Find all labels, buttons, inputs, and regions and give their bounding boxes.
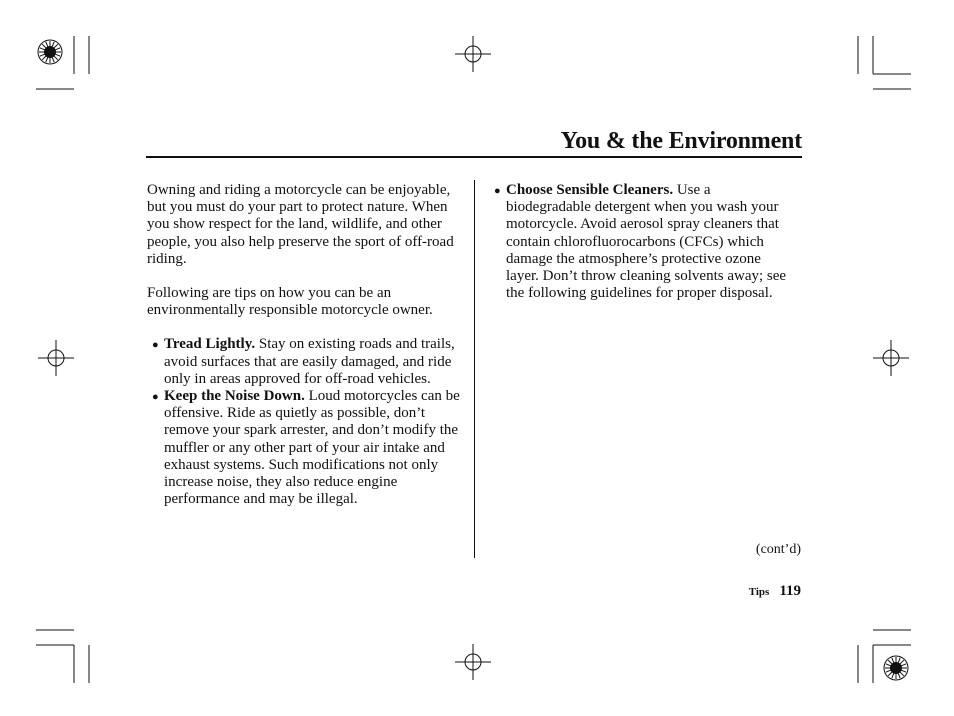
bullet-dot-icon: ● bbox=[152, 339, 159, 352]
tip-sensible-cleaners bbox=[494, 182, 794, 302]
registration-target-icon bbox=[873, 340, 909, 376]
registration-target-icon bbox=[455, 36, 491, 72]
registration-target-icon bbox=[455, 644, 491, 680]
page-number: 119 bbox=[779, 583, 801, 599]
footer-section-label: Tips bbox=[748, 586, 770, 598]
tip-heading: Choose Sensible Cleaners. bbox=[506, 182, 674, 198]
tip-text: Loud motorcycles can be offensive. Ride as quietly as possible, don’t remove your spark arrester, and don’t modify the muffler or any other part of your air intake and exhaust systems. Such modifications not only increase noise, they also reduce engine performance and may be illegal. bbox=[164, 388, 460, 508]
intro-paragraph: Following are tips on how you can be an environmentally responsible motorcycle owner. bbox=[147, 285, 433, 319]
page-title: You & the Environment bbox=[560, 128, 802, 154]
tip-heading: Tread Lightly. bbox=[164, 336, 256, 353]
left-column bbox=[147, 182, 467, 508]
paragraph-gap bbox=[147, 319, 467, 336]
intro-paragraph: Owning and riding a motorcycle can be enjoyable, but you must do your part to protect nature. When you show respect for the land, wildlife, and other people, you also help preserve the sport of off-road riding. bbox=[147, 182, 454, 267]
starburst-target-icon bbox=[38, 40, 62, 64]
continued-note: (cont’d) bbox=[755, 542, 801, 557]
tip-keep-noise-down bbox=[147, 388, 467, 508]
tip-text: Use a biodegradable detergent when you wash your motorcycle. Avoid aerosol spray cleaners that contain chlorofluorocarbons (CFCs) which damage the atmosphere’s protective ozone layer. Don’t throw cleaning solvents away; see the following guidelines for proper disposal. bbox=[506, 182, 787, 302]
bullet-dot-icon: ● bbox=[152, 391, 159, 404]
tip-text: Stay on existing roads and trails, avoid surfaces that are easily damaged, and ride only in areas approved for off-road vehicles. bbox=[164, 336, 455, 387]
column-divider bbox=[474, 180, 475, 558]
paragraph-gap bbox=[147, 268, 467, 285]
right-column bbox=[494, 182, 794, 302]
starburst-target-icon bbox=[884, 656, 908, 680]
title-rule bbox=[146, 156, 802, 158]
registration-target-icon bbox=[38, 340, 74, 376]
tip-heading: Keep the Noise Down. bbox=[164, 388, 305, 405]
page-footer bbox=[640, 581, 801, 602]
tip-tread-lightly bbox=[147, 336, 467, 388]
bullet-dot-icon: ● bbox=[494, 185, 501, 197]
